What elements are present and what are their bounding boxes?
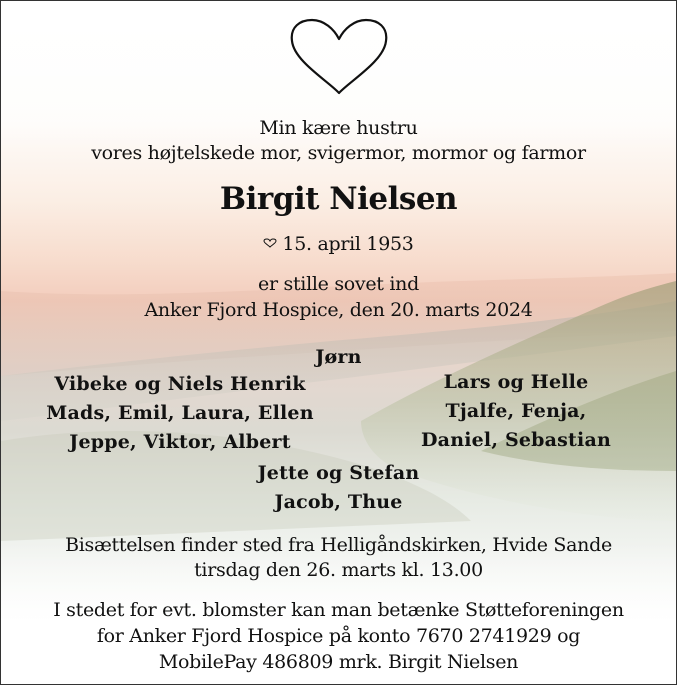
heading-line-1: Min kære hustru [259, 117, 418, 139]
family-right-group [381, 368, 651, 455]
heading-line-2: vores højtelskede mor, svigermor, mormor og farmor [91, 142, 586, 164]
death-line-2: Anker Fjord Hospice, den 20. marts 2024 [144, 299, 533, 321]
notice-content [1, 1, 676, 684]
deceased-name: Birgit Nielsen [219, 181, 458, 217]
family-right-line-2: Tjalfe, Fenja, [445, 400, 587, 422]
family-bottom-line-1: Jette og Stefan [257, 462, 420, 484]
death-line-1: er stille sovet ind [258, 273, 419, 295]
funeral-line-2: tirsdag den 26. marts kl. 13.00 [194, 559, 483, 581]
heart-icon [288, 17, 390, 97]
birth-date: 15. april 1953 [282, 233, 414, 255]
family-bottom-line-2: Jacob, Thue [274, 491, 403, 513]
family-left-group [15, 370, 345, 457]
funeral-line-1: Bisættelsen finder sted fra Helligåndskirken, Hvide Sande [65, 534, 612, 556]
donation-line-2: for Anker Fjord Hospice på konto 7670 2741929 og [96, 625, 581, 647]
family-left-line-1: Vibeke og Niels Henrik [54, 373, 306, 395]
family-right-line-1: Lars og Helle [443, 371, 589, 393]
donation-line-1: I stedet for evt. blomster kan man betænke Støtteforeningen [53, 599, 624, 621]
family-spouse: Jørn [315, 346, 362, 368]
family-left-line-2: Mads, Emil, Laura, Ellen [46, 402, 314, 424]
family-right-line-3: Daniel, Sebastian [421, 429, 611, 451]
family-bottom-group [1, 459, 676, 517]
birth-star-icon [263, 238, 277, 248]
family-left-line-3: Jeppe, Viktor, Albert [69, 431, 291, 453]
donation-line-3: MobilePay 486809 mrk. Birgit Nielsen [158, 651, 519, 673]
birth-line [1, 232, 676, 256]
